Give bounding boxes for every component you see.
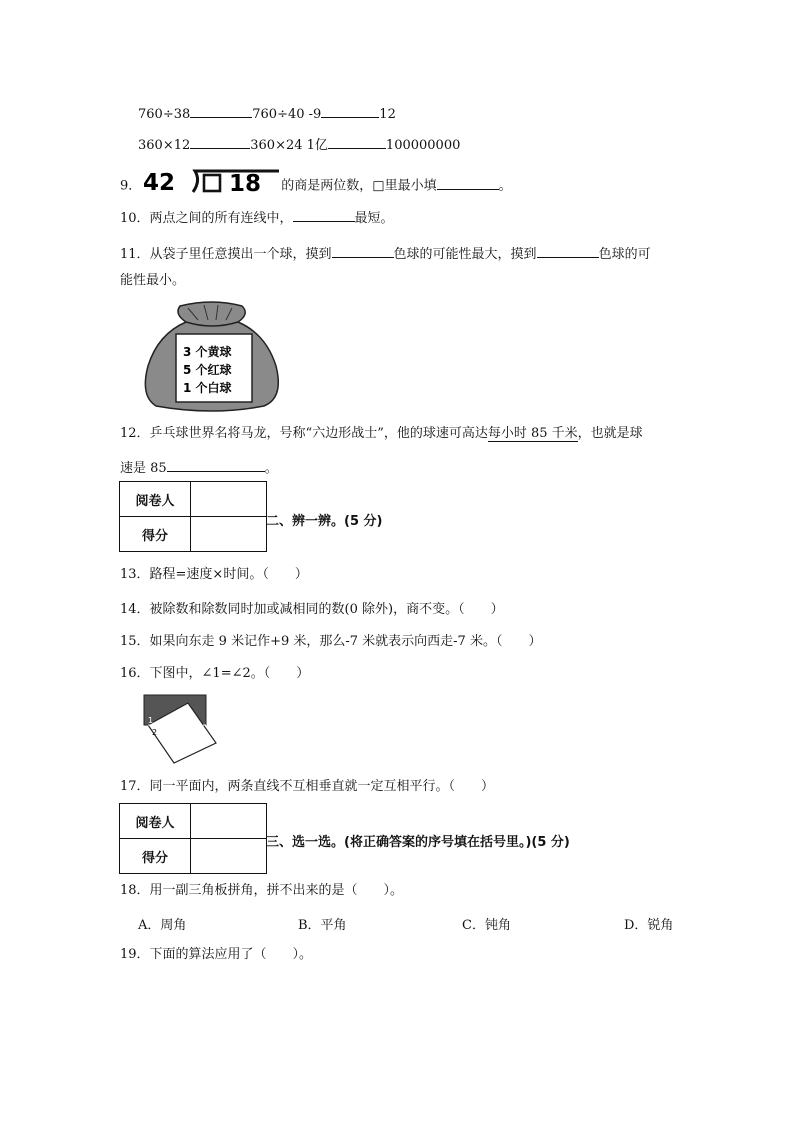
question-15: 15．如果向东走 9 米记作+9 米，那么-7 米就表示向西走-7 米。（ ） [120, 634, 542, 649]
angle-2-label: 2 [152, 728, 158, 737]
compare-expr: 360×12 [138, 138, 191, 153]
compare-expr: 12 [379, 107, 396, 122]
question-text: 的商是两位数，□里最小填 [281, 178, 437, 194]
score-cell[interactable] [191, 839, 267, 874]
question-text: 最短。 [354, 211, 394, 226]
compare-expr: 760÷40 -9 [252, 107, 322, 122]
angle-figure [142, 693, 222, 769]
compare-expr: 360×24 [250, 138, 303, 153]
bag-label-yellow: 3 个黄球 [183, 345, 232, 359]
question-11-cont [120, 272, 185, 290]
answer-blank[interactable] [190, 134, 250, 149]
reviewer-label: 阅卷人 [120, 482, 191, 517]
answer-blank[interactable] [437, 175, 499, 190]
angle-1-label: 1 [148, 716, 154, 725]
question-text: 速是 85 [120, 461, 167, 476]
option-d[interactable]: D．锐角 [624, 918, 674, 933]
compare-row-2 [138, 134, 460, 155]
question-text: 12．乒乓球世界名将马龙，号称“六边形战士”，他的球速可高达 [120, 426, 488, 441]
reviewer-cell[interactable] [191, 482, 267, 517]
answer-blank[interactable] [167, 457, 265, 472]
option-b[interactable]: B．平角 [298, 918, 347, 933]
compare-expr: 100000000 [385, 138, 461, 153]
question-19: 19．下面的算法应用了（ ）。 [120, 947, 313, 962]
underlined-text: 每小时 85 千米 [487, 426, 578, 441]
bag-label-white: 1 个白球 [183, 381, 232, 395]
score-table [119, 803, 267, 874]
question-14: 14．被除数和除数同时加或减相同的数(0 除外)，商不变。（ ） [120, 602, 504, 617]
question-17: 17．同一平面内，两条直线不互相垂直就一定互相平行。（ ） [120, 779, 495, 794]
question-11 [120, 243, 651, 264]
question-text: ，也就是球 [577, 426, 643, 441]
bag-label-red: 5 个红球 [183, 363, 232, 377]
score-table [119, 481, 267, 552]
option-c[interactable]: C．钝角 [462, 918, 511, 933]
question-9 [120, 168, 512, 204]
reviewer-label: 阅卷人 [120, 804, 191, 839]
question-16: 16．下图中，∠1=∠2。（ ） [120, 666, 310, 681]
question-text: 色球的可能性最大，摸到 [393, 247, 537, 262]
score-label: 得分 [120, 517, 191, 552]
question-text: 能性最小。 [120, 273, 186, 288]
long-division-figure [141, 168, 281, 204]
divisor-text: 42 [143, 170, 176, 194]
score-label: 得分 [120, 839, 191, 874]
answer-blank[interactable] [321, 103, 379, 118]
answer-blank[interactable] [328, 134, 386, 149]
answer-blank[interactable] [332, 243, 394, 258]
question-18: 18．用一副三角板拼角，拼不出来的是（ ）。 [120, 883, 404, 898]
punctuation: 。 [264, 461, 278, 476]
option-a[interactable]: A．周角 [138, 918, 187, 933]
question-text: 色球的可 [598, 247, 651, 262]
ball-bag-image [142, 300, 282, 416]
compare-expr: 760÷38 [138, 107, 191, 122]
answer-blank[interactable] [293, 207, 355, 222]
compare-expr: 1亿 [306, 138, 328, 153]
punctuation: 。 [498, 178, 512, 194]
section-3-title: 三、选一选。(将正确答案的序号填在括号里。)(5 分) [266, 835, 570, 850]
question-12-cont [120, 457, 278, 478]
answer-blank[interactable] [537, 243, 599, 258]
question-number: 9． [120, 178, 142, 194]
compare-row-1 [138, 103, 396, 124]
reviewer-cell[interactable] [191, 804, 267, 839]
dividend-digits: 18 [229, 171, 262, 194]
question-text: 11．从袋子里任意摸出一个球，摸到 [120, 247, 332, 262]
section-2-title: 二、辨一辨。(5 分) [266, 514, 383, 529]
score-cell[interactable] [191, 517, 267, 552]
question-13: 13．路程=速度×时间。（ ） [120, 567, 308, 582]
question-12 [120, 425, 643, 443]
question-text: 10．两点之间的所有连线中， [120, 211, 293, 226]
question-10 [120, 207, 394, 228]
answer-blank[interactable] [190, 103, 252, 118]
